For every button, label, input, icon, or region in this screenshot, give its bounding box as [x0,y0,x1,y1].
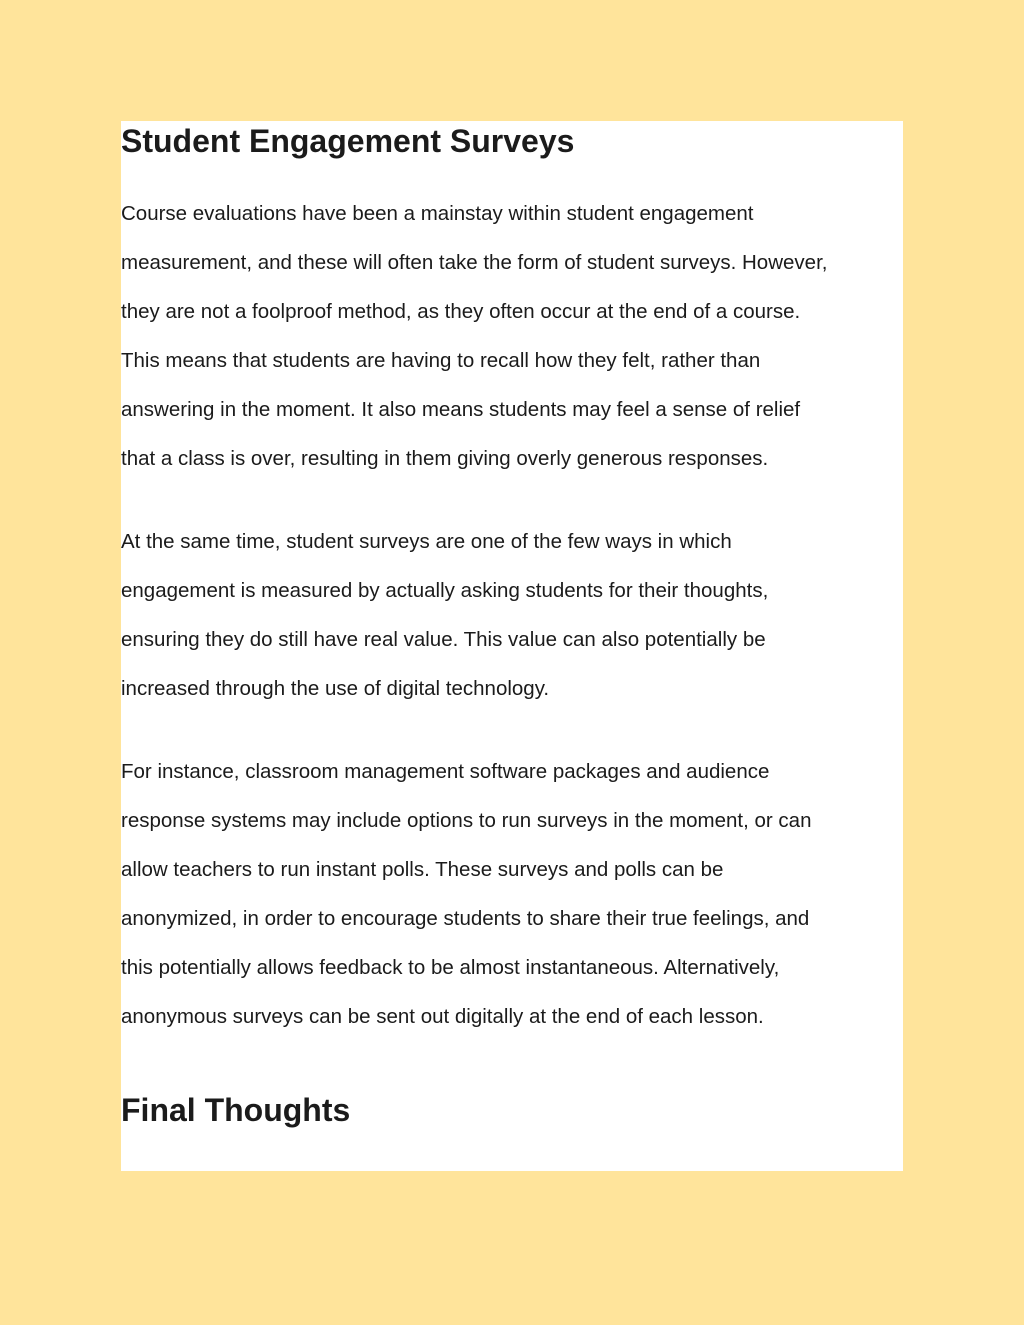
paragraph-student-surveys-value: At the same time, student surveys are one of the few ways in which engagement is measured by actually asking students for their thoughts, ensuring they do still have real value. This value can also potentially be increased through the use of digital technology. [121,530,769,700]
paragraph-digital-polls: For instance, classroom management software packages and audience response systems may include options to run surveys in the moment, or can allow teachers to run instant polls. These surveys and polls can be anonymized, in order to encourage students to share their true feelings, and this potentially allows feedback to be almost instantaneous. Alternatively, anonymous surveys can be sent out digitally at the end of each lesson. [121,760,812,1028]
paragraph-course-evaluations: Course evaluations have been a mainstay within student engagement measurement, and these will often take the form of student surveys. However, they are not a foolproof method, as they often occur at the end of a course. This means that students are having to recall how they felt, rather than answering in the moment. It also means students may feel a sense of relief that a class is over, resulting in them giving overly generous responses. [121,202,828,470]
section-heading-student-engagement-surveys: Student Engagement Surveys [121,123,575,159]
section-heading-final-thoughts: Final Thoughts [121,1092,351,1128]
document-card [121,121,903,1171]
